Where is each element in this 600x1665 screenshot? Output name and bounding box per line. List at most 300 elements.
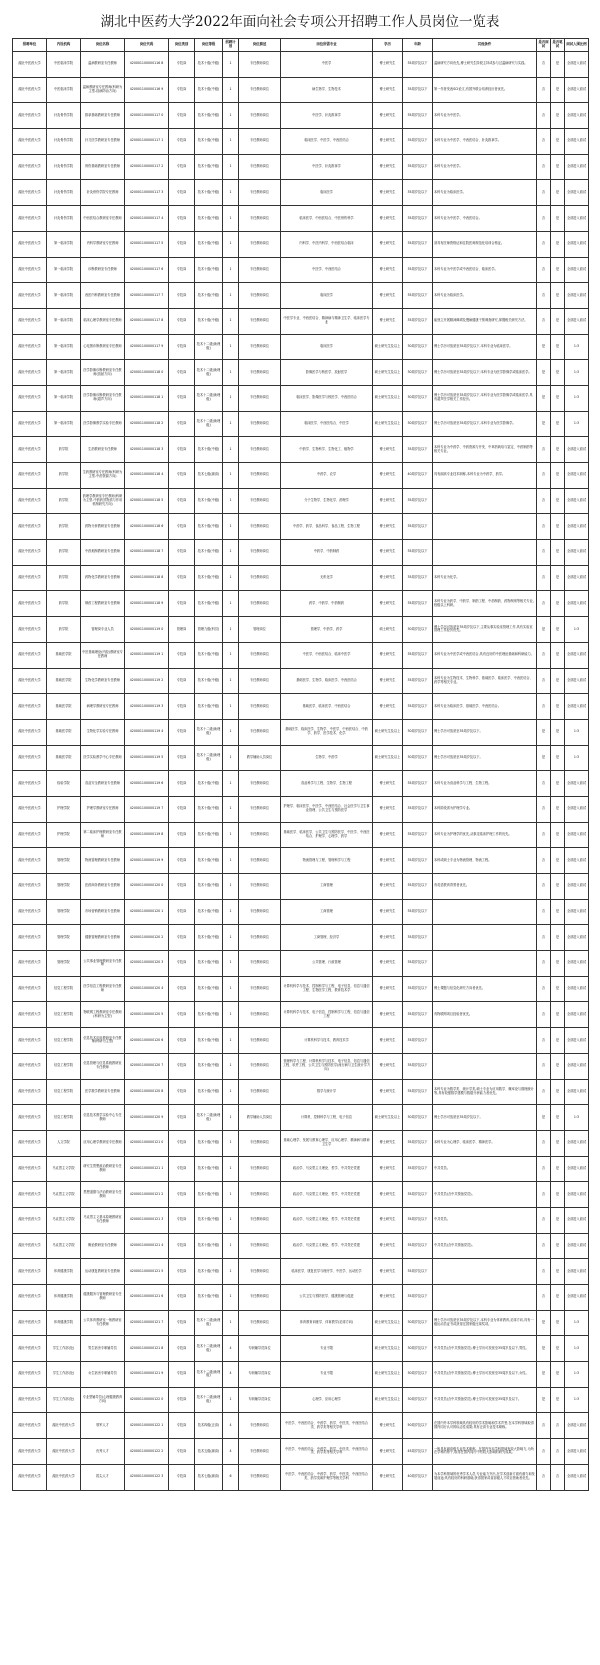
table-cell: 专任教师岗位 (239, 874, 281, 900)
table-cell: 针灸骨伤学院 (47, 206, 81, 232)
table-cell: 中药学、农学 (281, 463, 373, 489)
table-cell: 30周岁及以下 (403, 719, 433, 745)
table-cell: 专任教师岗位 (239, 231, 281, 257)
table-cell: 中医学、中西医结合 (281, 257, 373, 283)
table-cell: 湖北中医药大学 (13, 129, 47, 155)
table-cell: 专技岗 (169, 385, 195, 411)
table-cell: 本科专业为护理学的优先,从事过临床护理工作的优先。 (433, 822, 537, 848)
table-cell: 全部进入面试 (565, 591, 589, 617)
table-cell: 临床医学、中西医结合、中医学 (281, 411, 373, 437)
table-cell: 专技岗 (169, 848, 195, 874)
table-cell: 420001100000120 5 (125, 1002, 169, 1028)
table-cell: 湖北中医药大学 (13, 1156, 47, 1182)
table-cell: 35周岁及以下 (403, 642, 433, 668)
table-cell: 全部进入面试 (565, 257, 589, 283)
table-cell (433, 1028, 537, 1054)
table-cell: 基础医学院 (47, 719, 81, 745)
table-cell: 全部进入面试 (565, 1439, 589, 1465)
table-cell: 35周岁及以下 (403, 591, 433, 617)
table-row (13, 1028, 589, 1054)
table-cell: 35周岁及以下 (403, 77, 433, 103)
table-cell: 管理学、中药学、药学 (281, 617, 373, 643)
table-cell: 中医学、中西医结合、中药学、药学、中医类、中西医结合类、药学类等相关学科 (281, 1413, 373, 1439)
table-cell: 否 (537, 52, 551, 78)
table-cell: 硕士研究生及以上 (373, 719, 403, 745)
table-cell: 否 (537, 257, 551, 283)
table-cell: 专任教师岗位 (239, 925, 281, 951)
table-cell: 技术十二级(助理级) (195, 1336, 223, 1362)
table-cell: 专任教师岗位 (239, 1439, 281, 1465)
table-cell: 管理岗位 (239, 617, 281, 643)
table-cell: 药学院 (47, 463, 81, 489)
table-cell: 30周岁及以下 (403, 1336, 433, 1362)
table-cell: 1:3 (565, 334, 589, 360)
table-cell: 针灸骨伤学院 (47, 103, 81, 129)
table-cell: 专业型辅导员(心理健康教育方向) (81, 1387, 125, 1413)
table-cell: 420001100000117 0 (125, 103, 169, 129)
table-cell: 全部进入面试 (565, 180, 589, 206)
table-cell: 全部进入面试 (565, 1182, 589, 1208)
table-cell: 博士学历可放宽至35周岁及以下;本科专业为医学影像学或临床医学。 (433, 360, 537, 386)
table-cell: 临床医学 (281, 180, 373, 206)
table-cell: 35周岁及以下 (403, 103, 433, 129)
table-cell: 是 (551, 283, 565, 309)
table-cell: 马克思主义学院 (47, 1233, 81, 1259)
table-cell: 本科专业为化学。 (433, 565, 537, 591)
table-cell: 30周岁及以下 (403, 1387, 433, 1413)
table-cell: 是 (537, 1387, 551, 1413)
table-cell: 是 (551, 180, 565, 206)
table-cell: 研究生思想政治教研室专任教师 (81, 1156, 125, 1182)
table-cell: 博士研究生 (373, 1259, 403, 1285)
table-cell: 中西医结合教研室专任教师 (81, 206, 125, 232)
table-cell: 针刀医学教研室专任教师 (81, 129, 125, 155)
table-cell: 35周岁及以下 (403, 129, 433, 155)
table-cell: 专技岗 (169, 694, 195, 720)
table-cell: 专技岗 (169, 822, 195, 848)
table-cell: 全部进入面试 (565, 976, 589, 1002)
table-cell: 湖北中医药大学 (13, 1413, 47, 1439)
table-cell: 硕士研究生及以上 (373, 385, 403, 411)
table-cell: 湖北中医药大学 (13, 822, 47, 848)
table-cell: 第一临床学院 (47, 385, 81, 411)
table-cell: 湖北中医药大学 (13, 745, 47, 771)
table-cell: 420001100000118 7 (125, 540, 169, 566)
table-cell: 否 (537, 540, 551, 566)
table-row (13, 1413, 589, 1439)
table-cell: 是 (551, 463, 565, 489)
table-cell: 管理学院 (47, 848, 81, 874)
table-cell: 35周岁及以下 (403, 52, 433, 78)
table-cell: 信息工程学院 (47, 1028, 81, 1054)
table-cell: 湖北中医药大学 (13, 1362, 47, 1388)
table-cell: 专任教师岗位 (239, 154, 281, 180)
table-cell: 内科学、中医内科学、中西医结合临床 (281, 231, 373, 257)
table-cell: 420001100000121 8 (125, 1336, 169, 1362)
table-cell: 技术十级(中级) (195, 822, 223, 848)
table-cell: 否 (551, 1413, 565, 1439)
table-cell: 是 (537, 385, 551, 411)
table-cell: 政治学、马克思主义理论、哲学、中共党史党建 (281, 1233, 373, 1259)
table-cell: 博士学历可放宽至35周岁及以下,本科专业为医学影像学或临床医学,具有超声医学相关工作经历。 (433, 385, 537, 411)
table-cell: 基础医学院 (47, 668, 81, 694)
table-cell: 1 (223, 488, 239, 514)
table-cell: 420001100000120 3 (125, 951, 169, 977)
table-cell: 1 (223, 77, 239, 103)
table-header-row (13, 39, 589, 52)
table-cell: 专任教师岗位 (239, 1310, 281, 1336)
table-cell: 全部进入面试 (565, 1002, 589, 1028)
table-row (13, 719, 589, 745)
table-cell: 1:3 (565, 411, 589, 437)
table-cell: 基础医学、生物学、临床医学、中西医结合 (281, 668, 373, 694)
table-cell: 35周岁及以下 (403, 540, 433, 566)
table-cell: 病理学教研室专任教师 (81, 694, 125, 720)
table-cell: 运动康复教研室专任教师 (81, 1259, 125, 1285)
table-cell: 1:3 (565, 1105, 589, 1131)
table-cell: 全部进入面试 (565, 540, 589, 566)
table-cell: 是 (551, 488, 565, 514)
table-cell: 湖北中医药大学 (13, 1259, 47, 1285)
table-cell: 中药炮制教研室专任教师 (81, 540, 125, 566)
table-cell: 技术十级(中级) (195, 1259, 223, 1285)
table-cell: 专技岗 (169, 257, 195, 283)
table-cell: 专职辅导员岗位 (239, 1387, 281, 1413)
table-cell: 基础医学院 (47, 694, 81, 720)
table-cell: 35周岁及以下 (403, 925, 433, 951)
table-cell: 技术十级(中级) (195, 565, 223, 591)
table-cell: 是 (551, 694, 565, 720)
table-cell: 40周岁及以下 (403, 1464, 433, 1490)
table-cell: 湖北中医药大学 (13, 411, 47, 437)
table-cell: 湖北中医药大学 (47, 1439, 81, 1465)
table-cell: 否 (537, 488, 551, 514)
table-cell: 病生物学、生物技术 (281, 77, 373, 103)
table-cell: 35周岁及以下 (403, 951, 433, 977)
table-cell: 35周岁及以下 (403, 1259, 433, 1285)
table-cell: 全部进入面试 (565, 1413, 589, 1439)
table-cell: 专技岗 (169, 1310, 195, 1336)
table-cell: 硕士研究生及以上 (373, 360, 403, 386)
table-cell: 是 (551, 154, 565, 180)
table-cell: 1 (223, 925, 239, 951)
table-cell: 420001100000119 9 (125, 848, 169, 874)
table-cell: 湖北中医药大学 (13, 77, 47, 103)
table-cell (433, 1053, 537, 1079)
table-cell: 420001100000117 2 (125, 154, 169, 180)
table-cell: 推拿基础教研室专任教师 (81, 103, 125, 129)
table-cell: 35周岁及以下 (403, 1002, 433, 1028)
table-cell: 马克思主义学院 (47, 1182, 81, 1208)
table-cell: 专技岗 (169, 1028, 195, 1054)
table-cell: 中医学 (281, 52, 373, 78)
table-cell: 是 (551, 334, 565, 360)
table-cell: 博士研究生 (373, 180, 403, 206)
table-cell: 湖北中医药大学 (13, 385, 47, 411)
table-cell: 是 (537, 719, 551, 745)
table-cell: 是 (551, 1156, 565, 1182)
table-cell: 临床医学、影像医学与核医学、中西医结合 (281, 385, 373, 411)
table-row (13, 129, 589, 155)
table-cell: 工商管理 (281, 899, 373, 925)
table-cell: 湖北中医药大学 (13, 874, 47, 900)
table-cell: 专技岗 (169, 1079, 195, 1105)
table-cell: 管理学院 (47, 925, 81, 951)
table-cell: 湖北中医药大学 (13, 437, 47, 463)
table-cell: 专任教师岗位 (239, 1002, 281, 1028)
table-cell: 420001100000120 0 (125, 874, 169, 900)
table-cell: 博士研究生 (373, 154, 403, 180)
table-cell: 否 (537, 1464, 551, 1490)
table-cell: 信息工程学院 (47, 1002, 81, 1028)
table-cell: 食品科学与工程、生物学、生物工程 (281, 771, 373, 797)
table-cell: 计算机、控制科学与工程、电子信息 (281, 1105, 373, 1131)
table-cell: 药学院 (47, 437, 81, 463)
table-cell: 专技岗 (169, 1002, 195, 1028)
table-cell: 中医学专业、中西医结合、精神病与精神卫生学、临床医学专业 (281, 308, 373, 334)
table-cell: 专技岗 (169, 874, 195, 900)
table-cell: 420001100000121 2 (125, 1182, 169, 1208)
table-cell: 中医学、针灸推拿学 (281, 154, 373, 180)
table-cell: 40周岁及以下 (403, 463, 433, 489)
table-cell: 420001100000116 8 (125, 52, 169, 78)
table-cell: 技术十级(中级) (195, 154, 223, 180)
table-cell: 否 (537, 1182, 551, 1208)
table-cell: 为本学科领域的优秀学术人员,专业能力突出,在学术创新方面有潜力和发展前途;具有较好的科研基础;获得国家或省部级人才项目资助者优先。 (433, 1464, 537, 1490)
table-cell: 35周岁及以下 (403, 1079, 433, 1105)
table-cell: 博士研究生 (373, 1182, 403, 1208)
table-cell: 技术十级(中级) (195, 796, 223, 822)
table-cell: 生药教研室专任教师 (81, 437, 125, 463)
table-cell: 临床医学 (281, 334, 373, 360)
table-cell: 技术十级(中级) (195, 1079, 223, 1105)
table-row (13, 694, 589, 720)
table-cell: 1 (223, 694, 239, 720)
table-row (13, 1285, 589, 1311)
table-cell: 是 (551, 1362, 565, 1388)
table-cell: 全部进入面试 (565, 642, 589, 668)
table-cell: 专任教师岗位 (239, 103, 281, 129)
table-cell: 专任教师岗位 (239, 385, 281, 411)
table-cell: 35周岁及以下 (403, 848, 433, 874)
table-cell: 专任教师岗位 (239, 642, 281, 668)
table-cell: 技术十二级(助理级) (195, 334, 223, 360)
table-cell: 湖北中医药大学 (13, 180, 47, 206)
table-row (13, 206, 589, 232)
table-cell: 管理学院 (47, 951, 81, 977)
table-cell: 是 (537, 360, 551, 386)
table-cell: 技术十级(中级) (195, 1130, 223, 1156)
table-cell: 教学辅助人员岗位 (239, 1105, 281, 1131)
table-cell: 第一临床学院 (47, 231, 81, 257)
table-row (13, 77, 589, 103)
table-cell: 博士研究生 (373, 771, 403, 797)
table-cell: 专技岗 (169, 925, 195, 951)
table-cell: 拔尖人才 (81, 1464, 125, 1490)
table-cell: 专技岗 (169, 488, 195, 514)
table-cell: 湖北中医药大学 (13, 694, 47, 720)
table-cell: 中共党员(含中共预备党员),博士学历可放宽至35周岁及以下,女性。 (433, 1362, 537, 1388)
table-cell: 中药学、生物科学、生物化工、植物学 (281, 437, 373, 463)
table-cell: 在国内外本学科领域具有较好的学术影响和学术声誉,在本学科领域取得国内同行认可的标志性成果;具有正高专业技术职称。 (433, 1413, 537, 1439)
page-title: 湖北中医药大学2022年面向社会专项公开招聘工作人员岗位一览表 (100, 14, 500, 30)
table-cell: 35周岁及以下 (403, 1130, 433, 1156)
table-cell: 是 (551, 1259, 565, 1285)
table-cell: 420001100000121 5 (125, 1259, 169, 1285)
table-cell: 本科专业为中医学。 (433, 103, 537, 129)
table-cell: 420001100000120 2 (125, 925, 169, 951)
table-cell: 博士研究生 (373, 694, 403, 720)
table-cell: 博士研究生 (373, 822, 403, 848)
table-cell: 博士研究生 (373, 488, 403, 514)
table-cell: 湖北中医药大学 (13, 463, 47, 489)
table-cell: 湖北中医药大学 (13, 591, 47, 617)
table-cell: 专技岗 (169, 540, 195, 566)
table-cell: 博士研究生 (373, 951, 403, 977)
table-cell: 420001100000117 7 (125, 283, 169, 309)
table-cell: 专任教师岗位 (239, 360, 281, 386)
table-cell: 能独立开展精神障碍及慢病健康干预调查研究,掌握相关研究方法。 (433, 308, 537, 334)
table-cell: 否 (537, 1439, 551, 1465)
table-cell: 技术十级(中级) (195, 668, 223, 694)
table-cell: 1 (223, 206, 239, 232)
table-cell: 是 (551, 308, 565, 334)
table-cell: 是 (537, 1310, 551, 1336)
table-cell: 第一临床学院 (47, 283, 81, 309)
table-cell: 是 (551, 951, 565, 977)
table-cell: 信息工程学院 (47, 1105, 81, 1131)
table-cell: 420001100000117 3 (125, 180, 169, 206)
table-cell: 专任教师岗位 (239, 1464, 281, 1490)
table-cell: 否 (537, 77, 551, 103)
table-row (13, 257, 589, 283)
table-cell: 35周岁及以下 (403, 283, 433, 309)
table-cell: 50周岁及以下 (403, 1413, 433, 1439)
table-cell (433, 925, 537, 951)
table-cell: 计算机科学与技术、电子信息、控制科学与工程、信息与通信工程 (281, 1002, 373, 1028)
table-cell: 全部进入面试 (565, 437, 589, 463)
table-cell: 全部进入面试 (565, 1207, 589, 1233)
table-cell: 临床医学、中西医结合、中医骨伤科学 (281, 206, 373, 232)
table-cell: 马克思主义基本原理教研室专任教师 (81, 1207, 125, 1233)
table-cell: 专技岗 (169, 283, 195, 309)
table-cell: 专任教师岗位 (239, 719, 281, 745)
table-cell: 全部进入面试 (565, 1028, 589, 1054)
table-cell: 420001100000118 4 (125, 463, 169, 489)
table-cell: 1 (223, 1233, 239, 1259)
table-cell: 420001100000120 4 (125, 976, 169, 1002)
table-cell: 技术十二级(助理级) (195, 1310, 223, 1336)
table-cell: 专技岗 (169, 1233, 195, 1259)
table-cell: 420001100000118 6 (125, 514, 169, 540)
table-cell: 本科专业为中医学。 (433, 154, 537, 180)
table-cell: 工商管理、经济学 (281, 925, 373, 951)
table-cell: 湖北中医药大学 (13, 514, 47, 540)
table-cell: 技术十二级(助理级) (195, 411, 223, 437)
table-cell: 否 (551, 1464, 565, 1490)
table-cell: 博士研究生 (373, 1156, 403, 1182)
table-cell: 否 (537, 1053, 551, 1079)
table-cell: 1:3 (565, 385, 589, 411)
table-cell: 硕士研究生及以上 (373, 411, 403, 437)
table-row (13, 822, 589, 848)
table-cell: 35周岁及以下 (403, 1207, 433, 1233)
table-cell: 湖北中医药大学 (13, 1464, 47, 1490)
table-cell: 物流管理教研室专任教师 (81, 848, 125, 874)
table-cell: 专技岗 (169, 334, 195, 360)
table-cell: 硕士研究生及以上 (373, 745, 403, 771)
table-cell: 420001100000118 0 (125, 360, 169, 386)
table-cell: 湖北中医药大学 (47, 1464, 81, 1490)
table-cell: 专技岗 (169, 308, 195, 334)
table-cell: 专任教师岗位 (239, 848, 281, 874)
table-cell: 420001100000119 7 (125, 796, 169, 822)
table-cell: 1 (223, 617, 239, 643)
table-cell: 否 (537, 1413, 551, 1439)
table-cell: 全部进入面试 (565, 694, 589, 720)
table-cell: 博士研究生 (373, 103, 403, 129)
table-cell: 物流管理与工程、管理科学与工程 (281, 848, 373, 874)
table-cell: 全部进入面试 (565, 231, 589, 257)
table-cell: 博士研究生 (373, 1207, 403, 1233)
table-cell: 中医基础理论(内经)教研室专任教师 (81, 642, 125, 668)
table-cell: 专任教师岗位 (239, 1182, 281, 1208)
table-cell: 420001100000121 7 (125, 1310, 169, 1336)
table-cell: 是 (537, 1105, 551, 1131)
table-cell: 420001100000119 0 (125, 617, 169, 643)
table-cell: 全部进入面试 (565, 514, 589, 540)
table-cell: 420001100000118 1 (125, 385, 169, 411)
table-cell: 专职辅导员岗位 (239, 1336, 281, 1362)
table-cell: 物联网工程教研室专任教师(科研为主型) (81, 1002, 125, 1028)
column-header: 内设机构 (47, 39, 81, 52)
table-row (13, 540, 589, 566)
table-cell: 全部进入面试 (565, 77, 589, 103)
table-cell: 否 (537, 694, 551, 720)
table-cell: 420001100000118 3 (125, 437, 169, 463)
table-cell: 是 (551, 745, 565, 771)
column-header: 岗位所需专业 (281, 39, 373, 52)
table-cell: 否 (537, 1285, 551, 1311)
table-cell: 学生工作部(处) (47, 1336, 81, 1362)
table-cell: 技术七级(副高) (195, 1464, 223, 1490)
table-cell: 技术十级(中级) (195, 874, 223, 900)
table-cell: 否 (537, 1156, 551, 1182)
table-cell: 专技岗 (169, 1130, 195, 1156)
table-cell: 是 (537, 617, 551, 643)
table-cell: 是 (551, 1130, 565, 1156)
table-cell: 护理学教研室专任教师 (81, 796, 125, 822)
table-cell: 全部进入面试 (565, 1156, 589, 1182)
table-cell: 第二临床护理教研室专任教师 (81, 822, 125, 848)
table-cell: 骨伤基础教研室专任教师 (81, 154, 125, 180)
table-cell: 领军人才 (81, 1413, 125, 1439)
table-cell: 本科专业为中医学或中西医结合,具有良好的中医理论基础和科研能力。 (433, 642, 537, 668)
table-cell: 专任教师岗位 (239, 52, 281, 78)
table-cell: 是 (551, 796, 565, 822)
table-cell: 35周岁及以下 (403, 694, 433, 720)
table-cell: 公共卫生与预防医学、健康管理与促进 (281, 1285, 373, 1311)
table-cell: 针灸骨伤学院 (47, 154, 81, 180)
table-cell: 技术十级(中级) (195, 951, 223, 977)
table-cell: 全部进入面试 (565, 308, 589, 334)
table-cell: 湖北中医药大学 (13, 1285, 47, 1311)
table-cell: 博士研究生 (373, 925, 403, 951)
table-row (13, 874, 589, 900)
table-cell: 全部进入面试 (565, 796, 589, 822)
table-cell: 湖北中医药大学 (13, 951, 47, 977)
table-cell: 35周岁及以下 (403, 1156, 433, 1182)
